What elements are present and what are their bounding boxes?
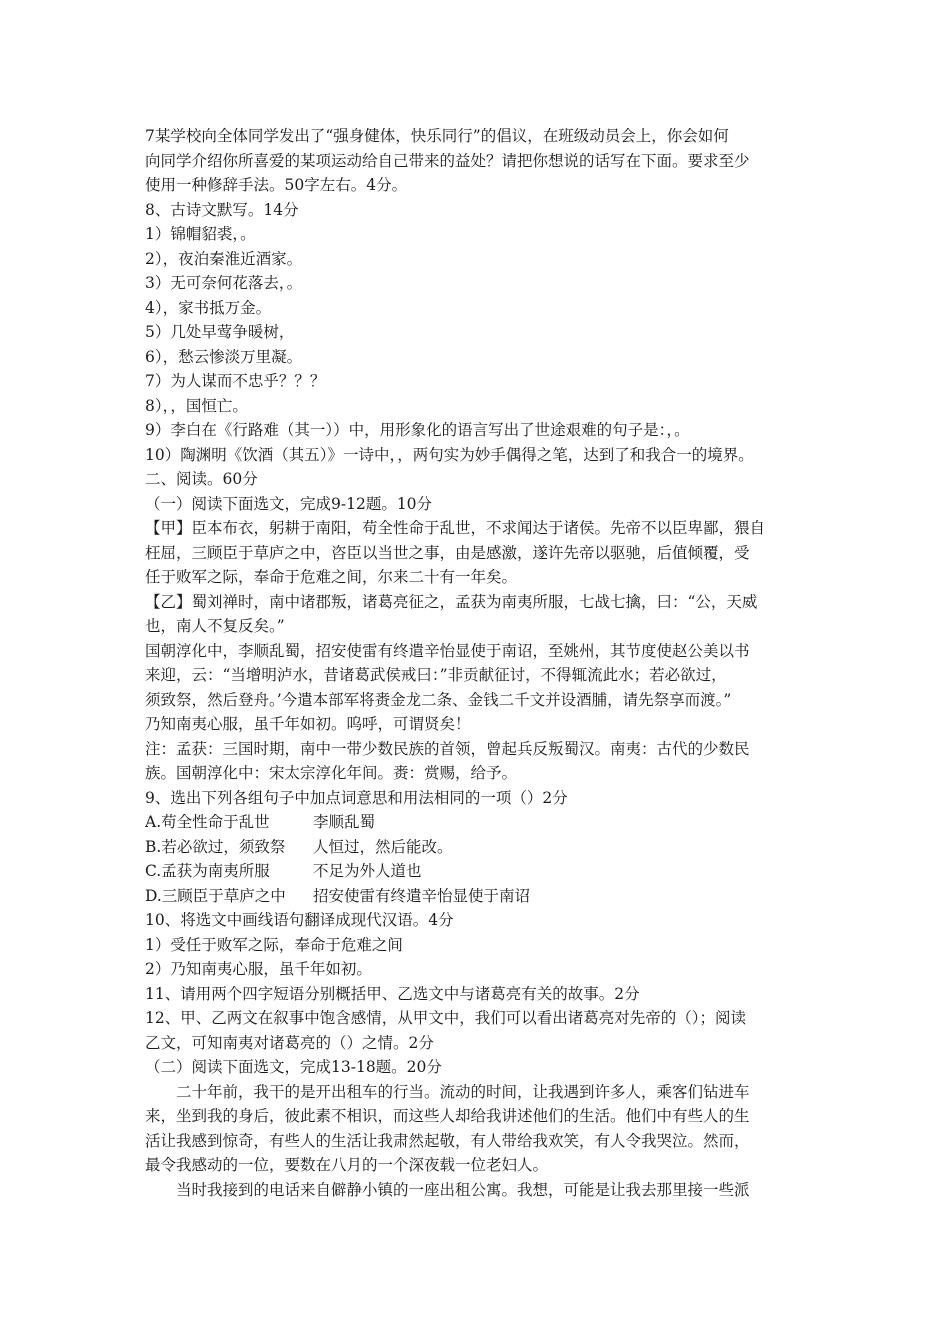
text-line: 4），家书抵万金。	[145, 298, 272, 317]
text-line: 3）无可奈何花落去，。	[145, 274, 303, 292]
question-line: 12、甲、乙两文在叙事中饱含感情，从甲文中，我们可以看出诸葛亮对先帝的（）；阅读	[145, 1009, 746, 1027]
paragraph-line: 当时我接到的电话来自僻静小镇的一座出租公寓。我想，可能是让我去那里接一些派	[176, 1180, 750, 1199]
option-d	[145, 884, 810, 909]
option-b	[145, 835, 810, 860]
paragraph-line: 二十年前，我干的是开出租车的行当。流动的时间，让我遇到许多人，乘客们钻进车	[176, 1082, 750, 1101]
option-left: C.孟获为南夷所服	[145, 862, 270, 880]
section-heading: 二、阅读。60分	[145, 470, 258, 488]
option-right: 李顺乱蜀	[313, 813, 376, 831]
text-line: 乙文，可知南夷对诸葛亮的（）之情。2分	[145, 1033, 434, 1052]
option-left: B.若必欲过，须致祭	[145, 837, 286, 856]
text-line: 2），夜泊秦淮近酒家。	[145, 249, 303, 268]
text-line: 乃知南夷心服，虽千年如初。呜呼，可谓贤矣！	[145, 715, 471, 733]
paragraph-line: 最令我感动的一位，要数在八月的一个深夜载一位老妇人。	[145, 1156, 549, 1174]
text-line: 9）李白在《行路难（其一））中，用形象化的语言写出了世途艰难的句子是：，。	[145, 421, 690, 439]
text-line: 【乙】蜀刘禅时，南中诸郡叛，诸葛亮征之，孟获为南夷所服，七战七擒，曰：“公，天威	[145, 592, 758, 611]
text-line: 8），，国恒亡。	[145, 396, 248, 415]
text-line: 也，南人不复反矣。”	[145, 617, 285, 635]
text-line: 7某学校向全体同学发出了“强身健体，快乐同行”的倡议，在班级动员会上，你会如何	[145, 127, 729, 145]
text-line: 枉屈，三顾臣于草庐之中，咨臣以当世之事，由是感激，遂许先帝以驱驰，后值倾覆，受	[145, 543, 750, 562]
text-line: 国朝淳化中，李顺乱蜀，招安使雷有终遣辛怡显使于南诏，至姚州，其节度使赵公美以书	[145, 641, 750, 660]
option-right: 不足为外人道也	[313, 862, 422, 880]
text-line: 来迎，云：“当增明泸水，昔诸葛武侯戒曰：”非贡献征讨，不得辄流此水；若必欲过，	[145, 666, 727, 684]
section-heading: （二）阅读下面选文，完成13-18题。20分	[145, 1058, 442, 1076]
paragraph-line: 活让我感到惊奇，有些人的生活让我肃然起敬，有人带给我欢笑，有人令我哭泣。然而，	[145, 1131, 750, 1150]
text-line: 注：孟获：三国时期，南中一带少数民族的首领，曾起兵反叛蜀汉。南夷：古代的少数民	[145, 739, 750, 758]
text-line: 使用一种修辞手法。50字左右。4分。	[145, 176, 408, 194]
text-line: 1）受任于败军之际，奉命于危难之间	[145, 935, 403, 954]
paragraph-line: 来，坐到我的身后，彼此素不相识，而这些人却给我讲述他们的生活。他们中有些人的生	[145, 1107, 750, 1125]
option-right: 招安使雷有终遣辛怡显使于南诏	[313, 886, 531, 905]
text-line: （一）阅读下面选文，完成9-12题。10分	[145, 494, 433, 513]
text-line: 2）乃知南夷心服，虽千年如初。	[145, 960, 372, 978]
document-page	[145, 124, 810, 1202]
option-c	[145, 859, 810, 884]
option-left: D.三顾臣于草庐之中	[145, 886, 286, 905]
text-line: 【甲】臣本布衣，躬耕于南阳，苟全性命于乱世，不求闻达于诸侯。先帝不以臣卑鄙，猥自	[145, 519, 766, 537]
text-line: 向同学介绍你所喜爱的某项运动给自己带来的益处？请把你想说的话写在下面。要求至少	[145, 151, 750, 170]
text-line: 1）锦帽貂裘，。	[145, 225, 256, 243]
text-line: 7）为人谋而不忠乎？？？	[145, 372, 326, 390]
text-line: 5）几处早莺争暖树，	[145, 323, 295, 341]
section-heading: 8、古诗文默写。14分	[145, 200, 299, 219]
text-line: 须致祭，然后登舟。’今遣本部军将赉金龙二条、金钱二千文并设酒脯，请先祭享而渡。”	[145, 690, 732, 709]
option-right: 人恒过，然后能改。	[313, 837, 453, 856]
text-line: 任于败军之际，奉命于危难之间，尔来二十有一年矣。	[145, 568, 518, 586]
text-line: 族。国朝淳化中：宋太宗淳化年间。赉：赏赐，给予。	[145, 764, 518, 782]
question-line: 11、请用两个四字短语分别概括甲、乙选文中与诸葛亮有关的故事。2分	[145, 984, 640, 1003]
question-line: 9、选出下列各组句子中加点词意思和用法相同的一项（）2分	[145, 788, 568, 807]
text-line: 6），愁云惨淡万里凝。	[145, 347, 303, 366]
question-line: 10、将选文中画线语句翻译成现代汉语。4分	[145, 911, 454, 929]
option-left: A.苟全性命于乱世	[145, 813, 270, 831]
text-line: 10）陶渊明《饮酒（其五）》一诗中，，两句实为妙手偶得之笔，达到了和我合一的境界。	[145, 445, 754, 464]
option-a	[145, 810, 810, 835]
